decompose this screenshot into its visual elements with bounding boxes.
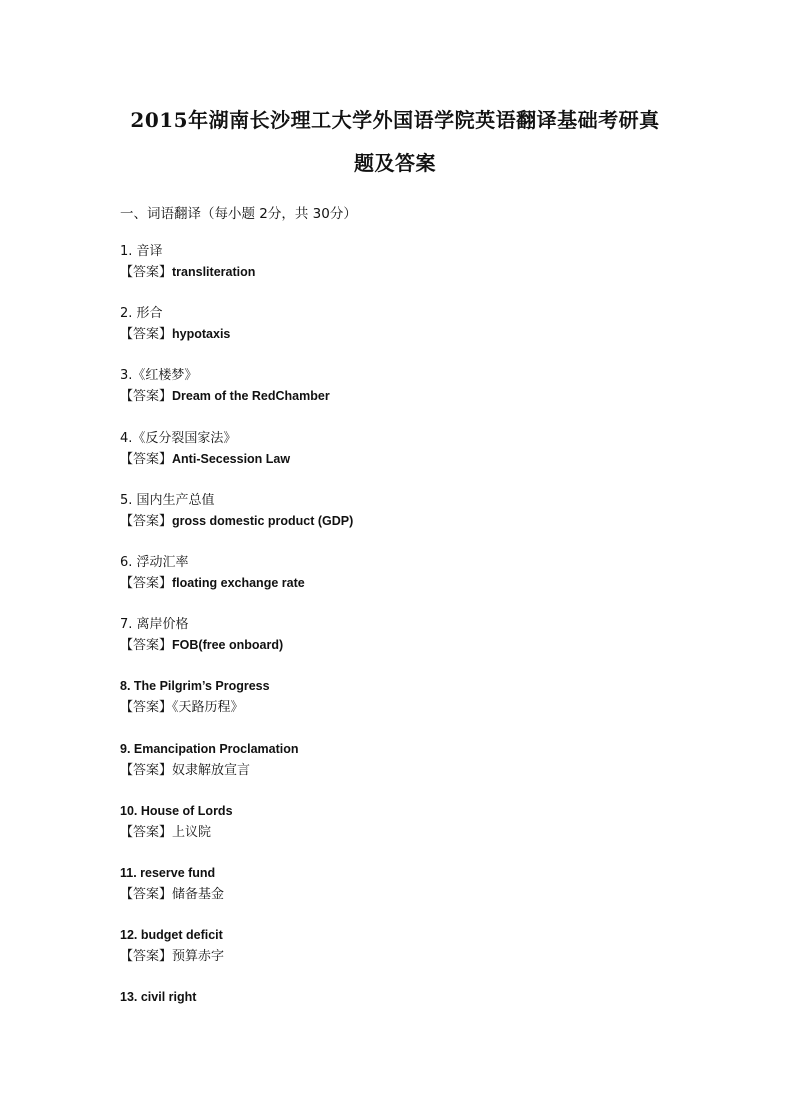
answer-text: transliteration: [172, 265, 256, 279]
answer-line: [120, 822, 680, 843]
answer-line: [120, 946, 680, 967]
answer-line: [120, 635, 680, 656]
answer-text: 预算赤字: [172, 949, 225, 965]
answer-label: 【答案】: [120, 389, 173, 405]
question-item: [120, 676, 680, 738]
question-text: 7. 离岸价格: [120, 617, 189, 633]
question-text: 12. budget deficit: [120, 928, 223, 943]
answer-line: [120, 697, 680, 718]
question-item: [120, 552, 680, 614]
answer-label: 【答案】: [120, 265, 173, 280]
question-text: 2. 形合: [120, 306, 163, 322]
question-item: [120, 303, 680, 365]
question-item: [120, 241, 680, 303]
answer-text: Dream of the RedChamber: [172, 389, 330, 404]
question-text: 4.《反分裂国家法》: [120, 430, 237, 446]
answer-label: 【答案】: [120, 700, 173, 716]
question-item: [120, 428, 680, 490]
question-text: 11. reserve fund: [120, 865, 216, 880]
question-list: [120, 241, 680, 1049]
question-item: [120, 490, 680, 552]
question-text: 13. civil right: [120, 990, 197, 1005]
answer-text: FOB(free onboard): [172, 638, 284, 653]
answer-line: [120, 760, 680, 781]
answer-text: 上议院: [172, 824, 212, 840]
question-text: 1. 音译: [120, 244, 163, 259]
answer-text: 储备基金: [172, 886, 225, 902]
answer-text: Anti-Secession Law: [172, 451, 291, 466]
answer-line: [120, 386, 680, 407]
answer-line: [120, 449, 680, 470]
question-text: 3.《红楼梦》: [120, 368, 198, 384]
answer-label: 【答案】: [120, 513, 173, 529]
document-title-line2: 题及答案: [354, 151, 436, 175]
question-text: 6. 浮动汇率: [120, 554, 189, 570]
answer-text: 《天路历程》: [172, 700, 244, 716]
section-heading: 一、词语翻译（每小题 2分，共 30分）: [120, 206, 357, 222]
answer-line: [120, 262, 680, 283]
question-item: [120, 987, 680, 1049]
answer-label: 【答案】: [120, 824, 173, 840]
answer-line: [120, 511, 680, 532]
answer-label: 【答案】: [120, 949, 173, 965]
answer-line: [120, 884, 680, 905]
question-item: [120, 925, 680, 987]
question-text: 9. Emancipation Proclamation: [120, 741, 299, 756]
answer-text: gross domestic product (GDP): [172, 513, 354, 528]
answer-label: 【答案】: [120, 762, 173, 778]
question-item: [120, 739, 680, 801]
answer-text: hypotaxis: [172, 327, 231, 342]
question-text: 5. 国内生产总值: [120, 492, 215, 508]
question-text: 8. The Pilgrim’s Progress: [120, 679, 270, 694]
answer-text: floating exchange rate: [172, 575, 305, 590]
answer-line: [120, 573, 680, 594]
answer-line: [120, 324, 680, 345]
question-item: [120, 863, 680, 925]
question-text: 10. House of Lords: [120, 803, 233, 818]
answer-label: 【答案】: [120, 886, 173, 902]
document-title-line1: 2015年湖南长沙理工大学外国语学院英语翻译基础考研真: [130, 108, 660, 132]
answer-label: 【答案】: [120, 575, 173, 591]
answer-label: 【答案】: [120, 638, 173, 654]
answer-label: 【答案】: [120, 451, 173, 467]
answer-label: 【答案】: [120, 327, 173, 343]
question-item: [120, 365, 680, 427]
question-item: [120, 801, 680, 863]
question-item: [120, 614, 680, 676]
answer-text: 奴隶解放宣言: [172, 762, 251, 778]
